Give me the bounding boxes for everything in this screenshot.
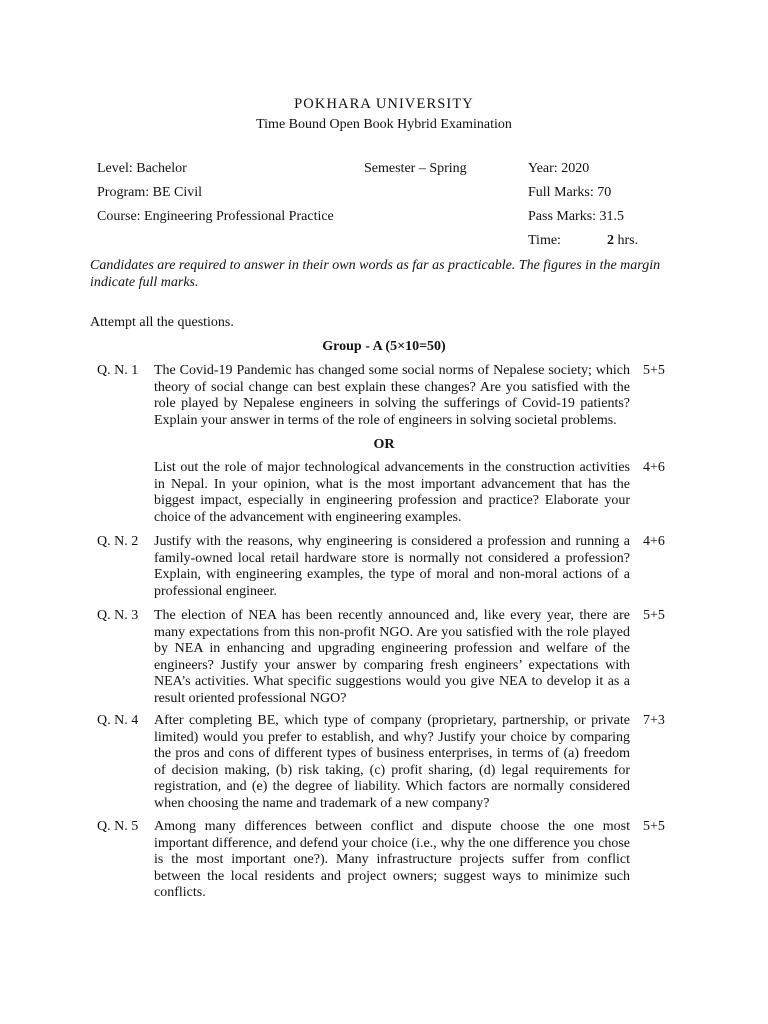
question-text: After completing BE, which type of company (proprietary, partnership, or private limited) would you prefer to establish, and why? Justify your choice by comparing the pros and cons of different types of business enterprises, in terms of (a) freedom of decision making, (b) risk taking, (c) profit sharing, (d) legal requirements for registration, and (e) the degree of liability. Which factors are normally considered when choosing the name and trademark of a new company? [154,713,630,811]
question-text: List out the role of major technological advancements in the construction activities in Nepal. In your opinion, what is the most important advancement that has the biggest impact, especially in engineering profession and practice? Elaborate your choice of the advancement with engineering examples. [154,460,630,525]
question-label: Q. N. 2 [97,534,139,549]
question-text: Justify with the reasons, why engineering is considered a profession and running a family-owned local retail hardware store is normally not considered a profession? Explain, with engineering examples, the type of moral and non-moral actions of a professional engineer. [154,534,630,599]
question-label: Q. N. 4 [97,713,139,728]
time-label: Time: [528,233,561,248]
question-marks: 7+3 [643,713,665,728]
program-field: Program: BE Civil [97,185,202,200]
question-label: Q. N. 3 [97,608,139,623]
question-text: The election of NEA has been recently announced and, like every year, there are many expectations from this non-profit NGO. Are you satisfied with the role played by NEA in enhancing and upgrading engineering profession and welfare of the engineers? Justify your answer by comparing fresh engineers’ expectations with NEA’s activities. What specific suggestions would you give NEA to develop it as a result oriented professional NGO? [154,608,630,706]
question-label: Q. N. 1 [97,363,139,378]
question-marks: 4+6 [643,460,665,475]
or-separator: OR [373,437,395,452]
question-marks: 5+5 [643,363,665,378]
semester-field: Semester – Spring [364,161,467,176]
exam-title: Time Bound Open Book Hybrid Examination [256,117,512,132]
question-marks: 5+5 [643,819,665,834]
full-marks-field: Full Marks: 70 [528,185,612,200]
course-field: Course: Engineering Professional Practice [97,209,334,224]
group-title: Group - A (5×10=50) [322,339,446,354]
year-field: Year: 2020 [528,161,590,176]
time-hours: 2 [607,233,614,248]
attempt-instruction: Attempt all the questions. [90,315,234,330]
instructions: Candidates are required to answer in their own words as far as practicable. The figures in the margin indicate full marks. [90,258,661,290]
university-name: POKHARA UNIVERSITY [294,96,474,112]
question-label: Q. N. 5 [97,819,139,834]
time-unit: hrs. [614,233,639,248]
time-value [607,233,638,250]
pass-marks-field: Pass Marks: 31.5 [528,209,625,224]
question-marks: 4+6 [643,534,665,549]
question-text: Among many differences between conflict and dispute choose the one most important difference, and defend your choice (i.e., why the one difference you chose is the most important one?). Many infrastructure projects suffer from conflict between the local residents and project owners; suggest ways to minimize such conflicts. [154,819,630,900]
question-marks: 5+5 [643,608,665,623]
level-field: Level: Bachelor [97,161,187,176]
question-text: The Covid-19 Pandemic has changed some social norms of Nepalese society; which theory of social change can best explain these changes? Are you satisfied with the role played by Nepalese engineers in solving the sufferings of Covid-19 patients? Explain your answer in terms of the role of engineers in solving societal problems. [154,363,630,428]
